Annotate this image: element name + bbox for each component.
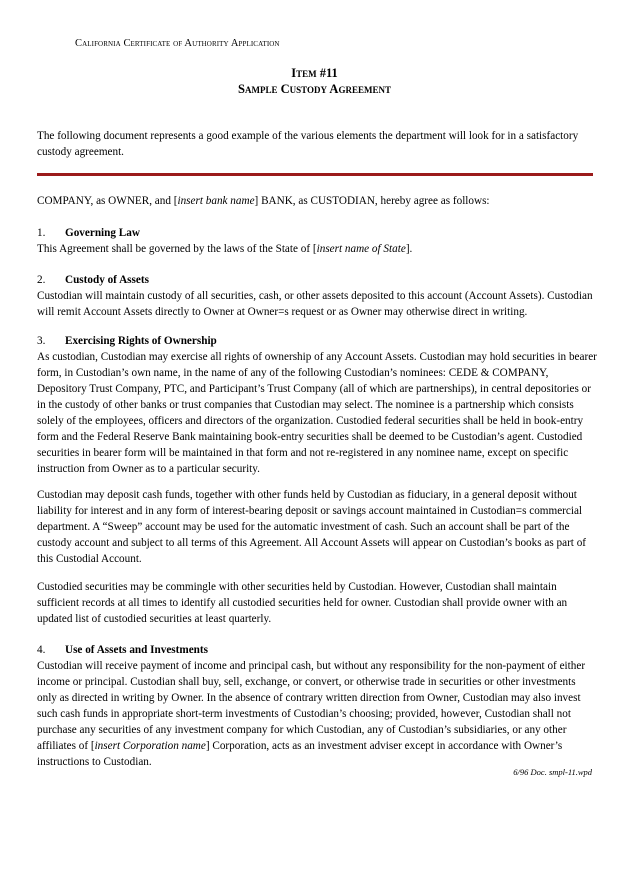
running-header: California Certificate of Authority Application [75,38,280,49]
bank-name-placeholder: insert bank name [177,195,255,207]
section-paragraph-rights-2: Custodian may deposit cash funds, together with other funds held by Custodian as fiduciary, in a general deposit without liability for interest and in any form of interest-bearing deposit or savings account maintained in Custodian=s commercial department. A “Sweep” account may be used for the automatic investment of cash. Such an account shall be part of the custody account and subject to all terms of this Agreement. All Account Assets will appear on Custodian’s books as part of this Custodial Account. [37,489,587,565]
section-divider-rule [37,173,593,176]
section-heading-governing-law: 1. Governing Law [37,227,140,239]
item-number-title: Item #11 [291,66,338,80]
document-title: Sample Custody Agreement [238,82,391,96]
corporation-name-placeholder: insert Corporation name [94,740,206,752]
intro-paragraph: The following document represents a good example of the various elements the department will look for in a satisfactory custody agreement. [37,130,579,158]
state-name-placeholder: insert name of State [316,243,406,255]
section-heading-custody-of-assets: 2. Custody of Assets [37,274,149,286]
section-paragraph-rights-1: As custodian, Custodian may exercise all rights of ownership of any Account Assets. Custodian may hold securities in bearer form, in Custodian’s own name, in the name of any of the following Custodian’s nominees: CEDE & COMPANY, Depository Trust Company, PTC, and Participant’s Trust Company (all of which are partnerships), in central depositories or in the custody of other banks or trust companies that Custodian may select. The nominee is a partnership which consists solely of the employees, officers and directors of the organization. Custodied federal securities shall be held in book-entry form and the Federal Reserve Bank maintaining book-entry securities shall be deemed to be Custodian’s agent. Custodied securities in bearer form will be maintained in that form and not re-registered in any nominee name, except on specific instruction from Owner as to a particular security. [37,351,597,475]
section-body-governing-law: This Agreement shall be governed by the laws of the State of [insert name of State]. [37,243,413,255]
opening-paragraph: COMPANY, as OWNER, and [insert bank name] BANK, as CUSTODIAN, hereby agree as follows: [37,195,490,207]
section-paragraph-rights-3: Custodied securities may be commingle with other securities held by Custodian. However, Custodian shall maintain sufficient records at all times to identify all custodied securities held for owner. Custodian shall provide owner with an updated list of custodied securities at least quarterly. [37,581,568,625]
section-heading-exercising-rights: 3. Exercising Rights of Ownership [37,335,217,347]
section-body-custody-of-assets: Custodian will maintain custody of all securities, cash, or other assets deposited to this account (Account Assets). Custodian will remit Account Assets directly to Owner at Owner=s request or as Owner may otherwise direct in writing. [37,290,593,318]
section-body-use-of-assets: Custodian will receive payment of income and principal cash, but without any responsibility for the non-payment of either income or principal. Custodian shall buy, sell, exchange, or convert, or otherwise trade in securities or other investments only as directed in writing by Owner. In the absence of contrary written direction from Owner, Custodian may also invest such cash funds in appropriate short-term investments of Custodian’s choosing; provided, however, Custodian shall not purchase any securities of any investment company for which Custodian, any of Custodian’s subsidiaries, or any other affiliates of [insert Corporation name] Corporation, acts as an investment adviser except in accordance with Owner’s instructions to Custodian. [37,660,586,768]
section-heading-use-of-assets: 4. Use of Assets and Investments [37,644,208,656]
document-reference: 6/96 Doc. smpl-11.wpd [513,767,592,777]
